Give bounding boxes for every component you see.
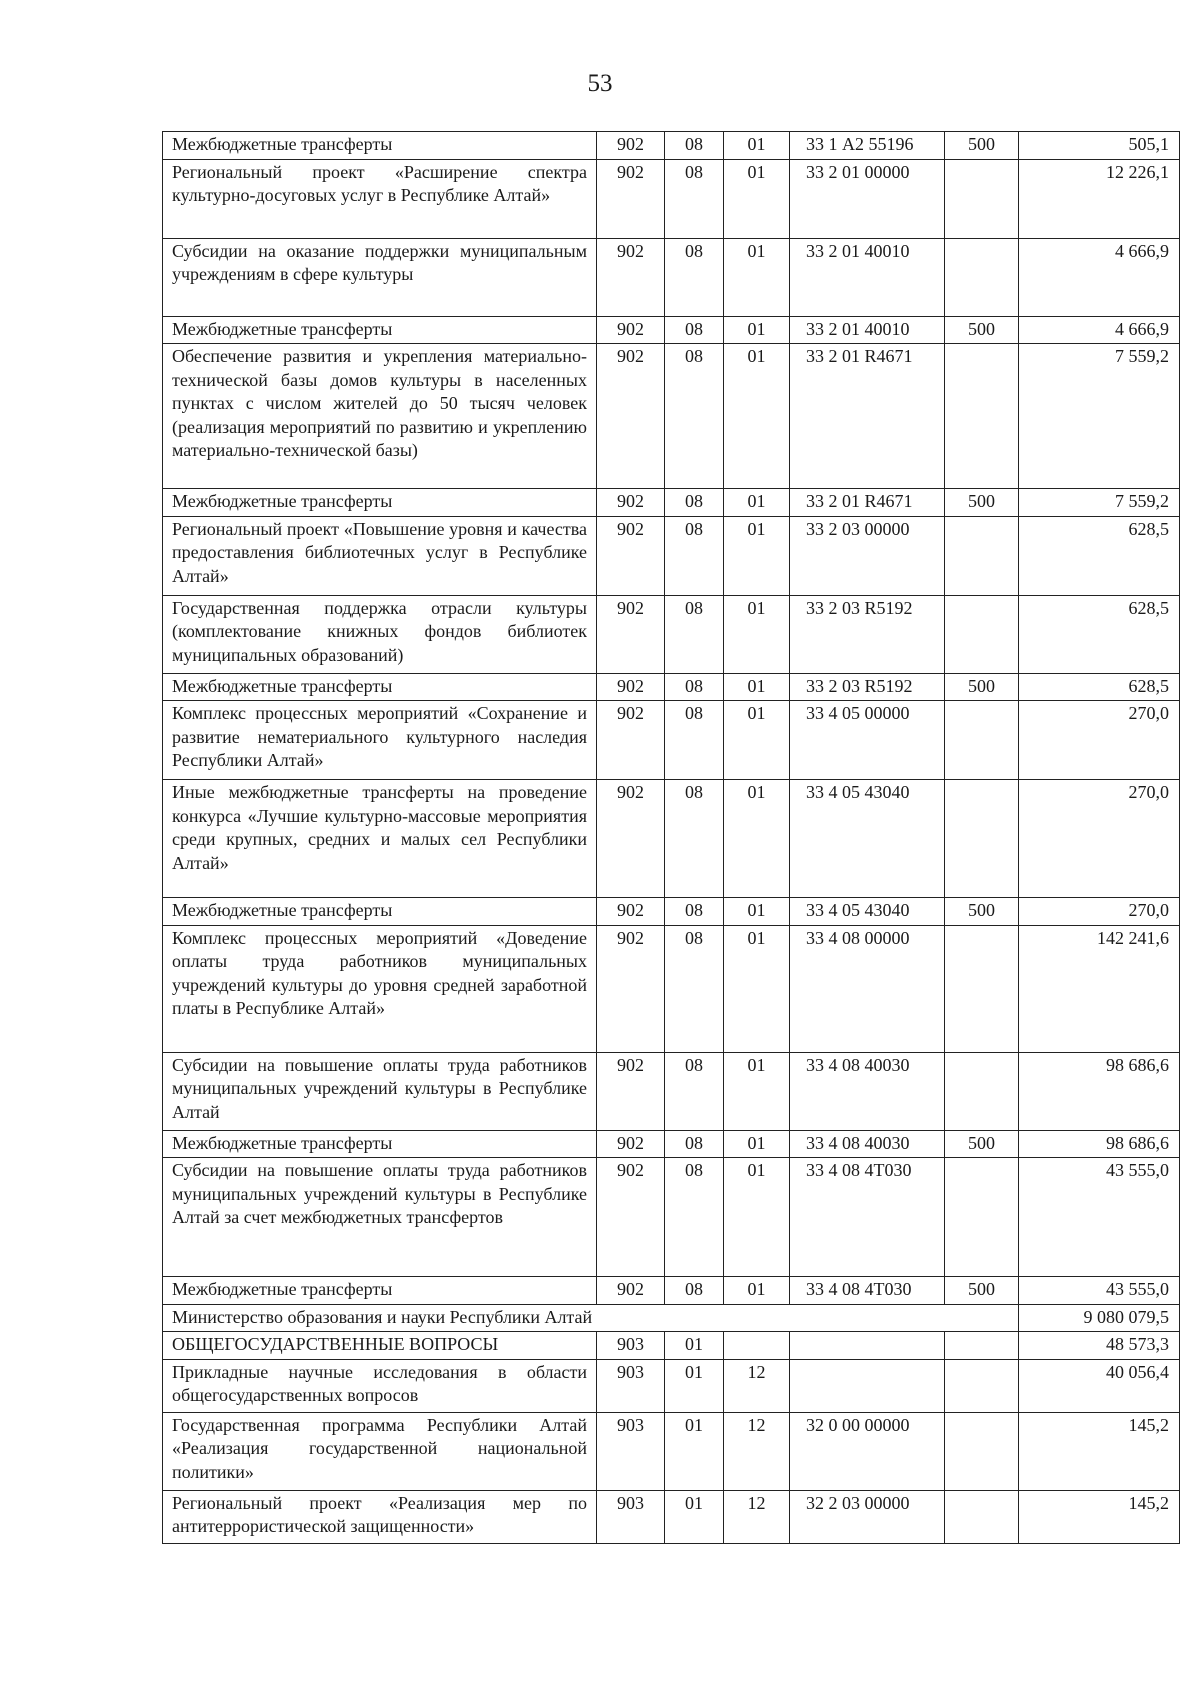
cell-name: Комплекс процессных мероприятий «Доведение оплаты труда работников муниципальных учреждений культуры до уровня средней заработной платы в Республике Алтай» (163, 925, 597, 1052)
cell-section: 08 (665, 673, 724, 701)
cell-section: 08 (665, 1158, 724, 1277)
cell-amount: 270,0 (1019, 780, 1180, 898)
cell-section: 01 (665, 1412, 724, 1490)
cell-name: Комплекс процессных мероприятий «Сохранение и развитие нематериального культурного наследия Республики Алтай» (163, 701, 597, 780)
cell-subsection: 01 (724, 1277, 790, 1305)
cell-subsection: 01 (724, 673, 790, 701)
cell-section: 08 (665, 1277, 724, 1305)
cell-grbs: 903 (597, 1490, 665, 1543)
cell-amount: 628,5 (1019, 595, 1180, 673)
cell-expense-type (945, 516, 1019, 595)
cell-section: 08 (665, 780, 724, 898)
cell-name: Межбюджетные трансферты (163, 1130, 597, 1158)
cell-expense-type (945, 159, 1019, 238)
cell-target-article: 33 2 01 R4671 (790, 344, 945, 489)
cell-grbs: 902 (597, 1052, 665, 1130)
cell-subsection: 01 (724, 780, 790, 898)
cell-name: Региональный проект «Расширение спектра культурно-досуговых услуг в Республике Алтай» (163, 159, 597, 238)
cell-amount: 7 559,2 (1019, 344, 1180, 489)
cell-grbs: 902 (597, 516, 665, 595)
cell-section: 01 (665, 1359, 724, 1412)
cell-subsection: 12 (724, 1412, 790, 1490)
cell-target-article: 33 4 08 00000 (790, 925, 945, 1052)
cell-target-article: 33 2 03 R5192 (790, 673, 945, 701)
cell-section: 08 (665, 925, 724, 1052)
table-row (163, 159, 1180, 238)
cell-expense-type (945, 1490, 1019, 1543)
cell-target-article (790, 1359, 945, 1412)
cell-grbs: 902 (597, 701, 665, 780)
cell-section: 08 (665, 344, 724, 489)
cell-expense-type (945, 925, 1019, 1052)
cell-name: Министерство образования и науки Республики Алтай (163, 1304, 1019, 1332)
table-row (163, 1412, 1180, 1490)
cell-expense-type: 500 (945, 316, 1019, 344)
table-row (163, 238, 1180, 316)
cell-amount: 48 573,3 (1019, 1332, 1180, 1360)
cell-expense-type (945, 780, 1019, 898)
cell-amount: 43 555,0 (1019, 1277, 1180, 1305)
cell-subsection (724, 1332, 790, 1360)
cell-grbs: 902 (597, 925, 665, 1052)
table-row (163, 344, 1180, 489)
cell-name: Межбюджетные трансферты (163, 316, 597, 344)
cell-subsection: 12 (724, 1490, 790, 1543)
cell-subsection: 01 (724, 516, 790, 595)
cell-grbs: 903 (597, 1332, 665, 1360)
cell-subsection: 01 (724, 489, 790, 517)
cell-target-article: 32 0 00 00000 (790, 1412, 945, 1490)
cell-subsection: 01 (724, 238, 790, 316)
cell-name: Субсидии на оказание поддержки муниципальным учреждениям в сфере культуры (163, 238, 597, 316)
cell-subsection: 01 (724, 701, 790, 780)
cell-amount: 4 666,9 (1019, 238, 1180, 316)
cell-name: Государственная поддержка отрасли культуры (комплектование книжных фондов библиотек муниципальных образований) (163, 595, 597, 673)
cell-name: Межбюджетные трансферты (163, 673, 597, 701)
table-row (163, 898, 1180, 926)
cell-target-article: 33 4 05 43040 (790, 780, 945, 898)
cell-subsection: 12 (724, 1359, 790, 1412)
cell-expense-type (945, 701, 1019, 780)
cell-target-article: 33 4 08 4Т030 (790, 1277, 945, 1305)
table-row (163, 1332, 1180, 1360)
cell-grbs: 902 (597, 595, 665, 673)
cell-expense-type (945, 595, 1019, 673)
table-row (163, 925, 1180, 1052)
cell-target-article: 33 2 01 00000 (790, 159, 945, 238)
table-row (163, 1304, 1180, 1332)
cell-subsection: 01 (724, 132, 790, 160)
cell-section: 08 (665, 516, 724, 595)
cell-amount: 505,1 (1019, 132, 1180, 160)
cell-target-article: 33 2 01 R4671 (790, 489, 945, 517)
cell-expense-type: 500 (945, 1277, 1019, 1305)
cell-section: 01 (665, 1332, 724, 1360)
page-number: 53 (587, 70, 613, 97)
table-row (163, 489, 1180, 517)
cell-subsection: 01 (724, 925, 790, 1052)
cell-name: Субсидии на повышение оплаты труда работников муниципальных учреждений культуры в Республике Алтай (163, 1052, 597, 1130)
cell-expense-type (945, 1052, 1019, 1130)
cell-amount: 270,0 (1019, 898, 1180, 926)
cell-section: 08 (665, 316, 724, 344)
table-row (163, 1158, 1180, 1277)
cell-expense-type (945, 344, 1019, 489)
cell-expense-type: 500 (945, 673, 1019, 701)
cell-grbs: 902 (597, 780, 665, 898)
cell-expense-type: 500 (945, 489, 1019, 517)
cell-section: 08 (665, 1052, 724, 1130)
cell-section: 08 (665, 898, 724, 926)
table-row (163, 780, 1180, 898)
table-row (163, 701, 1180, 780)
budget-table (162, 131, 1180, 1544)
table-body (163, 132, 1180, 1544)
table-row (163, 1359, 1180, 1412)
cell-grbs: 903 (597, 1359, 665, 1412)
cell-target-article: 33 4 08 40030 (790, 1130, 945, 1158)
cell-expense-type (945, 1412, 1019, 1490)
cell-target-article: 33 2 03 R5192 (790, 595, 945, 673)
cell-section: 08 (665, 238, 724, 316)
cell-amount: 7 559,2 (1019, 489, 1180, 517)
cell-subsection: 01 (724, 316, 790, 344)
cell-expense-type (945, 238, 1019, 316)
cell-amount: 145,2 (1019, 1490, 1180, 1543)
cell-grbs: 902 (597, 132, 665, 160)
cell-target-article (790, 1332, 945, 1360)
cell-name: Иные межбюджетные трансферты на проведение конкурса «Лучшие культурно-массовые мероприятия среди крупных, средних и малых сел Республики Алтай» (163, 780, 597, 898)
cell-target-article: 33 4 08 4Т030 (790, 1158, 945, 1277)
table-row (163, 595, 1180, 673)
cell-grbs: 902 (597, 238, 665, 316)
cell-grbs: 903 (597, 1412, 665, 1490)
cell-section: 08 (665, 159, 724, 238)
cell-target-article: 33 4 08 40030 (790, 1052, 945, 1130)
cell-amount: 98 686,6 (1019, 1052, 1180, 1130)
cell-amount: 9 080 079,5 (1019, 1304, 1180, 1332)
cell-target-article: 33 2 01 40010 (790, 316, 945, 344)
table-row (163, 516, 1180, 595)
cell-subsection: 01 (724, 1130, 790, 1158)
cell-grbs: 902 (597, 673, 665, 701)
cell-name: Обеспечение развития и укрепления материально-технической базы домов культуры в населенных пунктах с числом жителей до 50 тысяч человек (реализация мероприятий по развитию и укреплению материально-технической базы) (163, 344, 597, 489)
cell-section: 08 (665, 595, 724, 673)
cell-grbs: 902 (597, 316, 665, 344)
cell-amount: 270,0 (1019, 701, 1180, 780)
cell-grbs: 902 (597, 1158, 665, 1277)
cell-amount: 628,5 (1019, 516, 1180, 595)
cell-section: 08 (665, 701, 724, 780)
cell-name: ОБЩЕГОСУДАРСТВЕННЫЕ ВОПРОСЫ (163, 1332, 597, 1360)
cell-amount: 40 056,4 (1019, 1359, 1180, 1412)
cell-amount: 43 555,0 (1019, 1158, 1180, 1277)
cell-subsection: 01 (724, 159, 790, 238)
cell-name: Региональный проект «Реализация мер по антитеррористической защищенности» (163, 1490, 597, 1543)
cell-amount: 12 226,1 (1019, 159, 1180, 238)
table-row (163, 673, 1180, 701)
table-row (163, 1130, 1180, 1158)
cell-target-article: 33 2 03 00000 (790, 516, 945, 595)
cell-target-article: 33 1 А2 55196 (790, 132, 945, 160)
cell-subsection: 01 (724, 595, 790, 673)
cell-name: Межбюджетные трансферты (163, 132, 597, 160)
cell-grbs: 902 (597, 344, 665, 489)
cell-section: 08 (665, 489, 724, 517)
cell-target-article: 32 2 03 00000 (790, 1490, 945, 1543)
cell-target-article: 33 2 01 40010 (790, 238, 945, 316)
cell-expense-type: 500 (945, 898, 1019, 926)
cell-amount: 142 241,6 (1019, 925, 1180, 1052)
cell-amount: 145,2 (1019, 1412, 1180, 1490)
cell-target-article: 33 4 05 43040 (790, 898, 945, 926)
cell-name: Межбюджетные трансферты (163, 489, 597, 517)
cell-amount: 98 686,6 (1019, 1130, 1180, 1158)
cell-amount: 4 666,9 (1019, 316, 1180, 344)
table-row (163, 1277, 1180, 1305)
cell-name: Субсидии на повышение оплаты труда работников муниципальных учреждений культуры в Республике Алтай за счет межбюджетных трансфертов (163, 1158, 597, 1277)
cell-subsection: 01 (724, 898, 790, 926)
table-row (163, 316, 1180, 344)
cell-grbs: 902 (597, 1277, 665, 1305)
cell-name: Межбюджетные трансферты (163, 898, 597, 926)
cell-target-article: 33 4 05 00000 (790, 701, 945, 780)
cell-expense-type: 500 (945, 132, 1019, 160)
table-row (163, 1052, 1180, 1130)
table-row (163, 132, 1180, 160)
cell-grbs: 902 (597, 159, 665, 238)
cell-expense-type (945, 1332, 1019, 1360)
cell-grbs: 902 (597, 898, 665, 926)
cell-name: Межбюджетные трансферты (163, 1277, 597, 1305)
cell-name: Региональный проект «Повышение уровня и качества предоставления библиотечных услуг в Республике Алтай» (163, 516, 597, 595)
cell-subsection: 01 (724, 1158, 790, 1277)
cell-subsection: 01 (724, 1052, 790, 1130)
cell-expense-type (945, 1359, 1019, 1412)
cell-grbs: 902 (597, 489, 665, 517)
cell-name: Прикладные научные исследования в области общегосударственных вопросов (163, 1359, 597, 1412)
cell-name: Государственная программа Республики Алтай «Реализация государственной национальной политики» (163, 1412, 597, 1490)
cell-section: 01 (665, 1490, 724, 1543)
table-row (163, 1490, 1180, 1543)
cell-section: 08 (665, 1130, 724, 1158)
cell-expense-type: 500 (945, 1130, 1019, 1158)
cell-section: 08 (665, 132, 724, 160)
cell-expense-type (945, 1158, 1019, 1277)
cell-subsection: 01 (724, 344, 790, 489)
cell-grbs: 902 (597, 1130, 665, 1158)
cell-amount: 628,5 (1019, 673, 1180, 701)
